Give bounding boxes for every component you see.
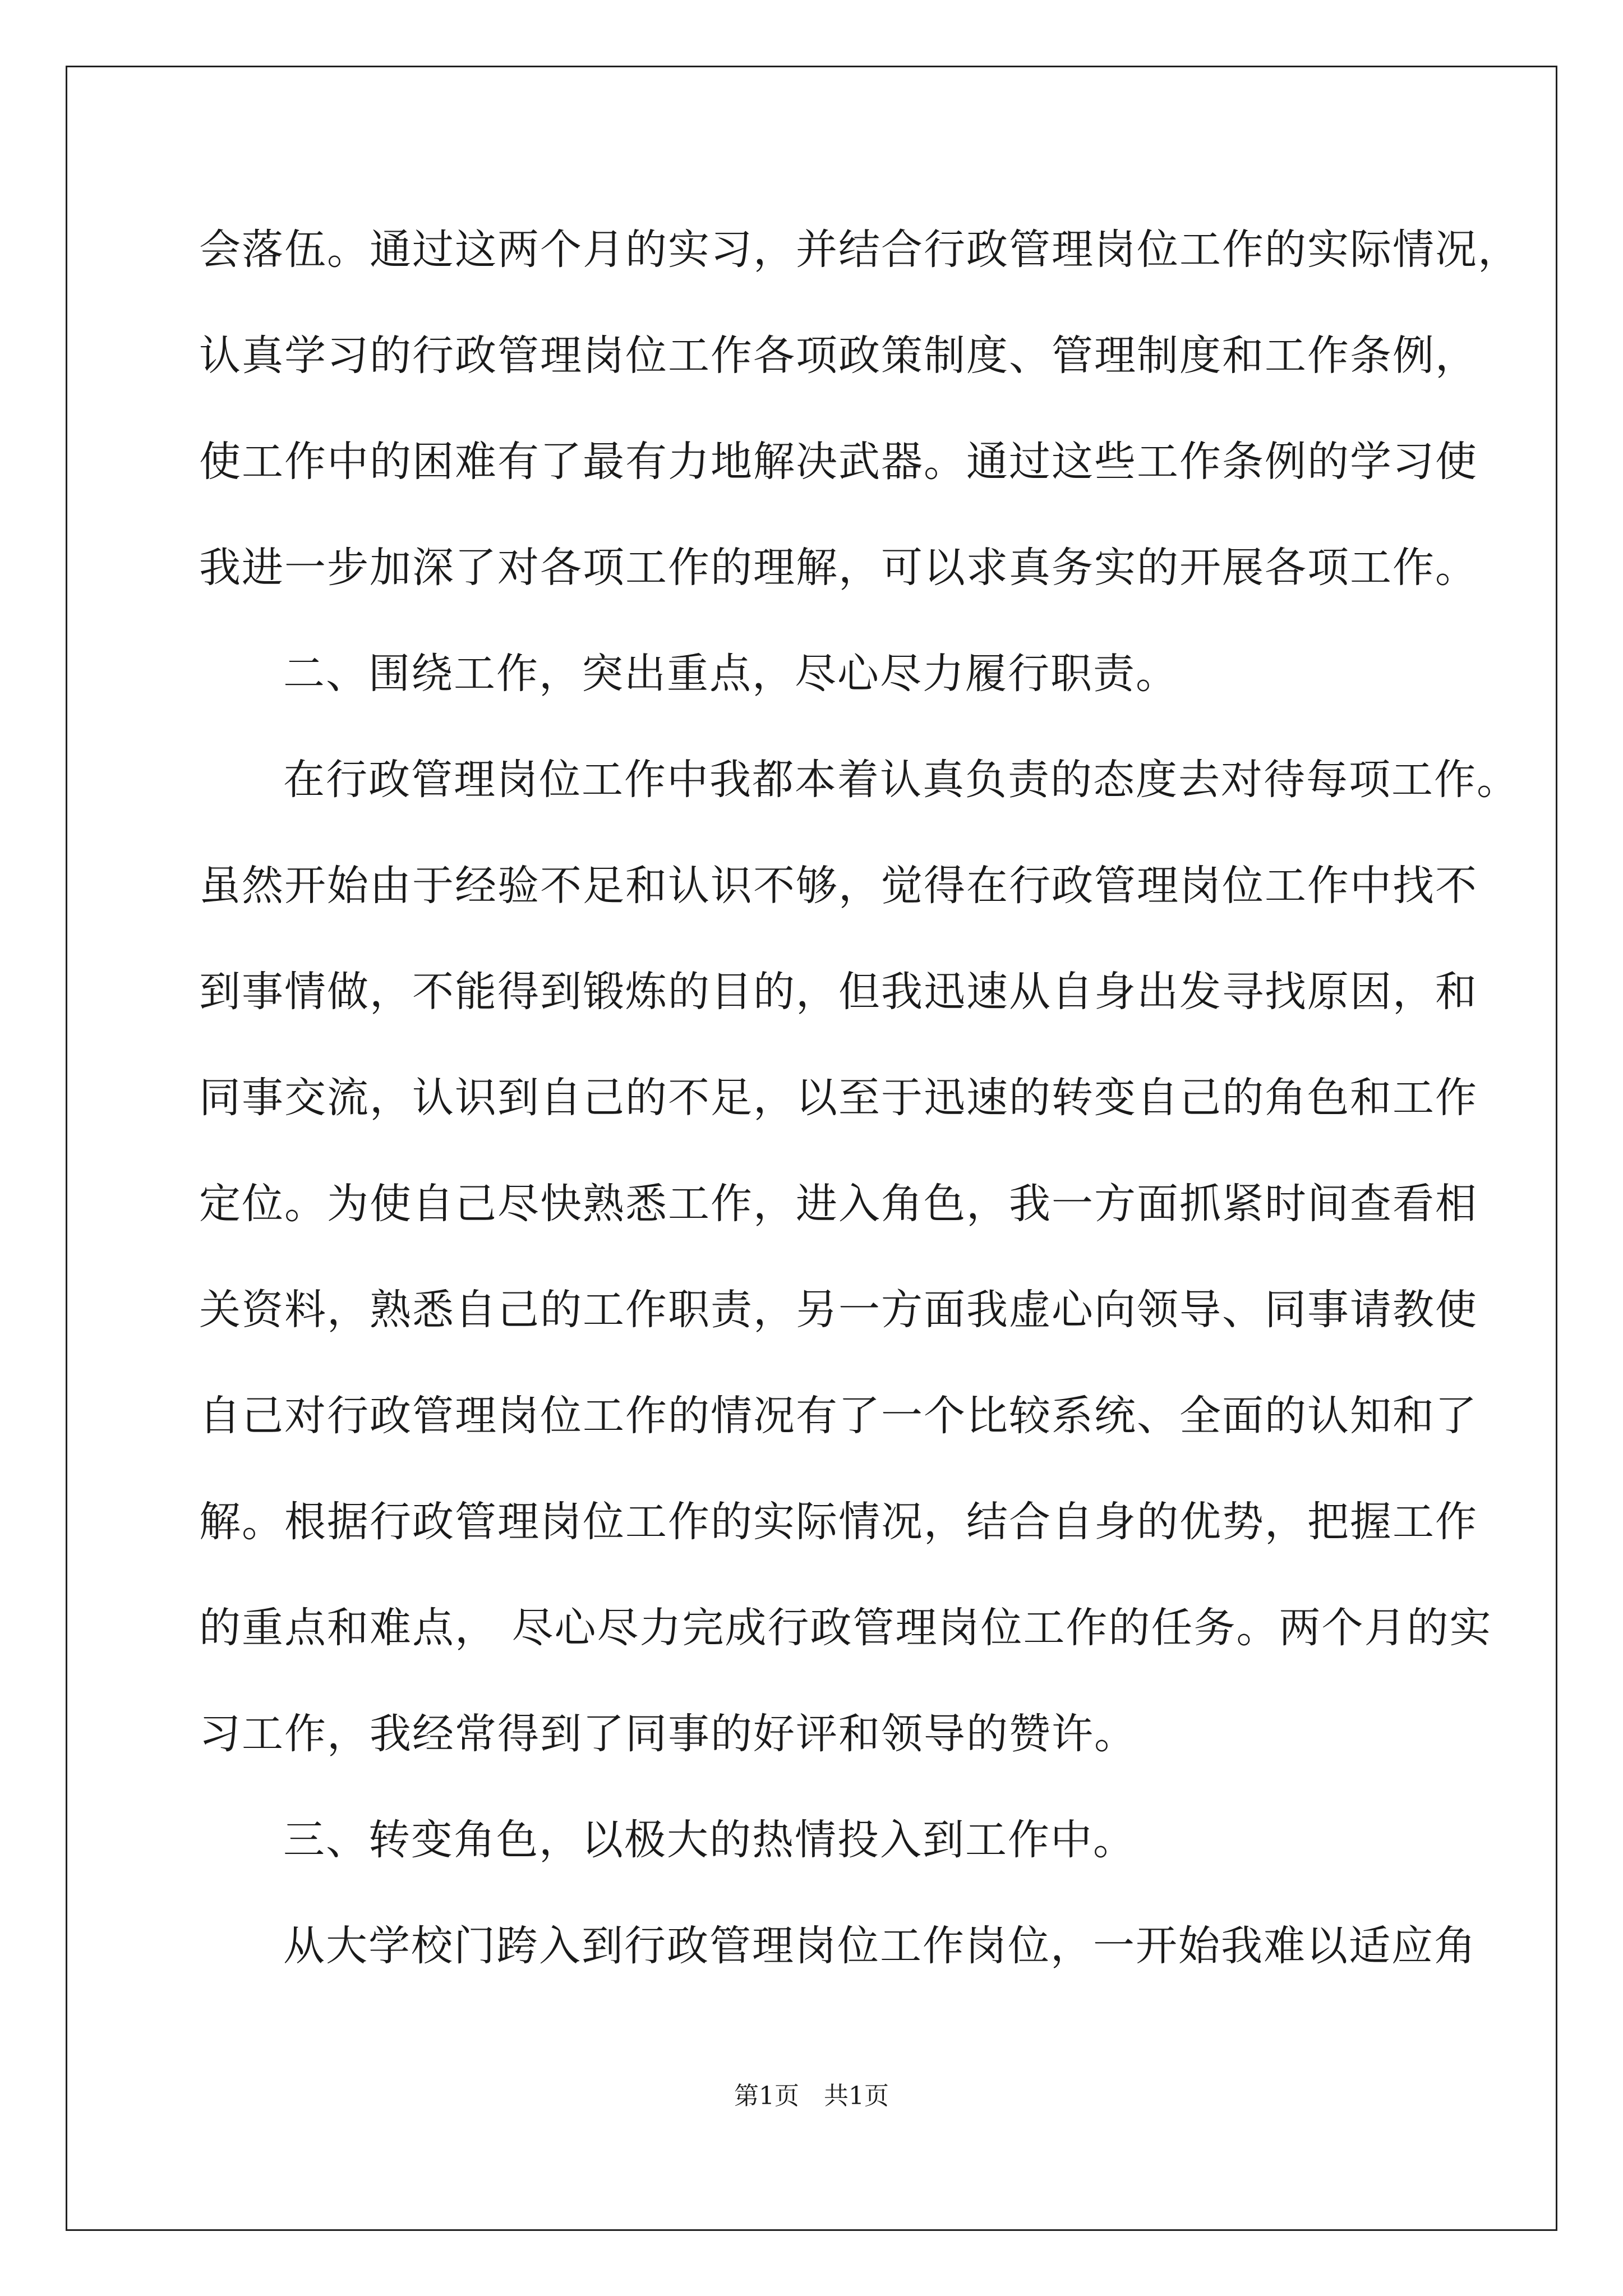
page-border (66, 66, 1557, 2231)
text-line: 在行政管理岗位工作中我都本着认真负责的态度去对待每项工作。 (283, 756, 1519, 804)
text-line: 关资料，熟悉自己的工作职责，另一方面我虚心向领导、同事请教使 (199, 1286, 1478, 1334)
text-line: 自己对行政管理岗位工作的情况有了一个比较系统、全面的认知和了 (199, 1392, 1478, 1440)
page-number-footer: 第1页 共1页 (734, 2082, 889, 2110)
text-line: 习工作，我经常得到了同事的好评和领导的赞许。 (199, 1710, 1137, 1758)
text-line: 我进一步加深了对各项工作的理解，可以求真务实的开展各项工作。 (199, 544, 1478, 592)
text-line: 定位。为使自己尽快熟悉工作，进入角色，我一方面抓紧时间查看相 (199, 1180, 1478, 1228)
text-line: 同事交流，认识到自己的不足，以至于迅速的转变自己的角色和工作 (199, 1074, 1478, 1122)
text-line: 解。根据行政管理岗位工作的实际情况，结合自身的优势，把握工作 (199, 1498, 1478, 1546)
text-line: 虽然开始由于经验不足和认识不够，觉得在行政管理岗位工作中找不 (199, 862, 1478, 910)
text-line: 会落伍。通过这两个月的实习，并结合行政管理岗位工作的实际情况， (199, 226, 1520, 274)
section-heading: 三、转变角色，以极大的热情投入到工作中。 (283, 1816, 1136, 1864)
text-line: 的重点和难点， 尽心尽力完成行政管理岗位工作的任务。两个月的实 (199, 1604, 1492, 1652)
section-heading: 二、围绕工作，突出重点，尽心尽力履行职责。 (283, 650, 1178, 698)
text-line: 到事情做，不能得到锻炼的目的，但我迅速从自身出发寻找原因，和 (199, 968, 1478, 1016)
text-line: 使工作中的困难有了最有力地解决武器。通过这些工作条例的学习使 (199, 438, 1478, 486)
text-line: 从大学校门跨入到行政管理岗位工作岗位，一开始我难以适应角 (283, 1922, 1477, 1970)
text-line: 认真学习的行政管理岗位工作各项政策制度、管理制度和工作条例， (199, 332, 1478, 380)
